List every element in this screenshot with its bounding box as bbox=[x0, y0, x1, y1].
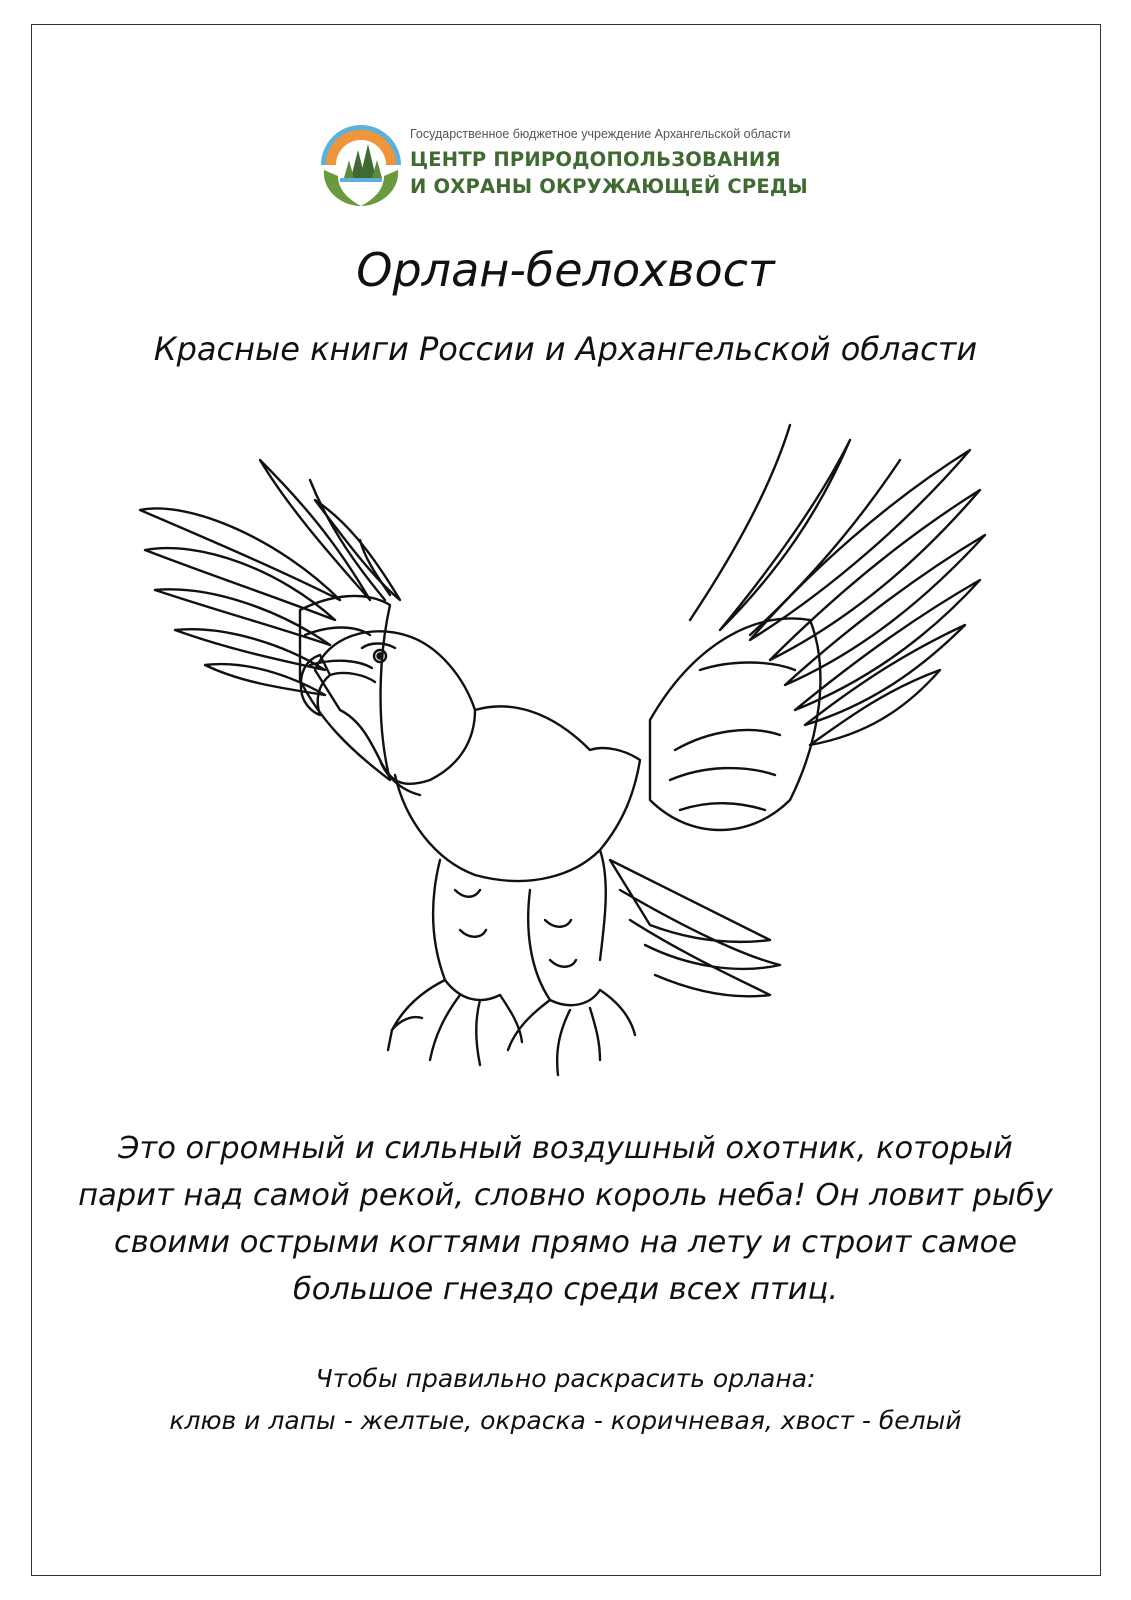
description-line: большое гнездо среди всех птиц. bbox=[292, 1272, 839, 1307]
coloring-hint bbox=[0, 1358, 1131, 1442]
eagle-tail bbox=[610, 860, 780, 996]
org-emblem-icon bbox=[316, 120, 406, 210]
org-name-line2: И ОХРАНЫ ОКРУЖАЮЩЕЙ СРЕДЫ bbox=[410, 175, 808, 198]
coloring-hint-colors: клюв и лапы - желтые, окраска - коричневая, хвост - белый bbox=[169, 1406, 962, 1435]
description-line: Это огромный и сильный воздушный охотник, который bbox=[118, 1131, 1013, 1166]
left-wing bbox=[140, 460, 400, 780]
org-name-line1: ЦЕНТР ПРИРОДОПОЛЬЗОВАНИЯ bbox=[410, 148, 781, 171]
page-subtitle: Красные книги России и Архангельской области bbox=[153, 330, 978, 368]
description-line: парит над самой рекой, словно король неба! Он ловит рыбу bbox=[78, 1178, 1053, 1213]
right-wing bbox=[650, 425, 985, 830]
org-name-small: Государственное бюджетное учреждение Архангельской области bbox=[410, 127, 791, 141]
species-description bbox=[60, 1125, 1071, 1313]
eagle-coloring-illustration bbox=[130, 420, 990, 1100]
eagle-body bbox=[395, 706, 640, 1005]
page-title: Орлан-белохвост bbox=[356, 243, 775, 297]
org-logo bbox=[316, 120, 816, 212]
description-line: своими острыми когтями прямо на лету и строит самое bbox=[113, 1225, 1018, 1260]
coloring-hint-intro: Чтобы правильно раскрасить орлана: bbox=[315, 1364, 816, 1393]
